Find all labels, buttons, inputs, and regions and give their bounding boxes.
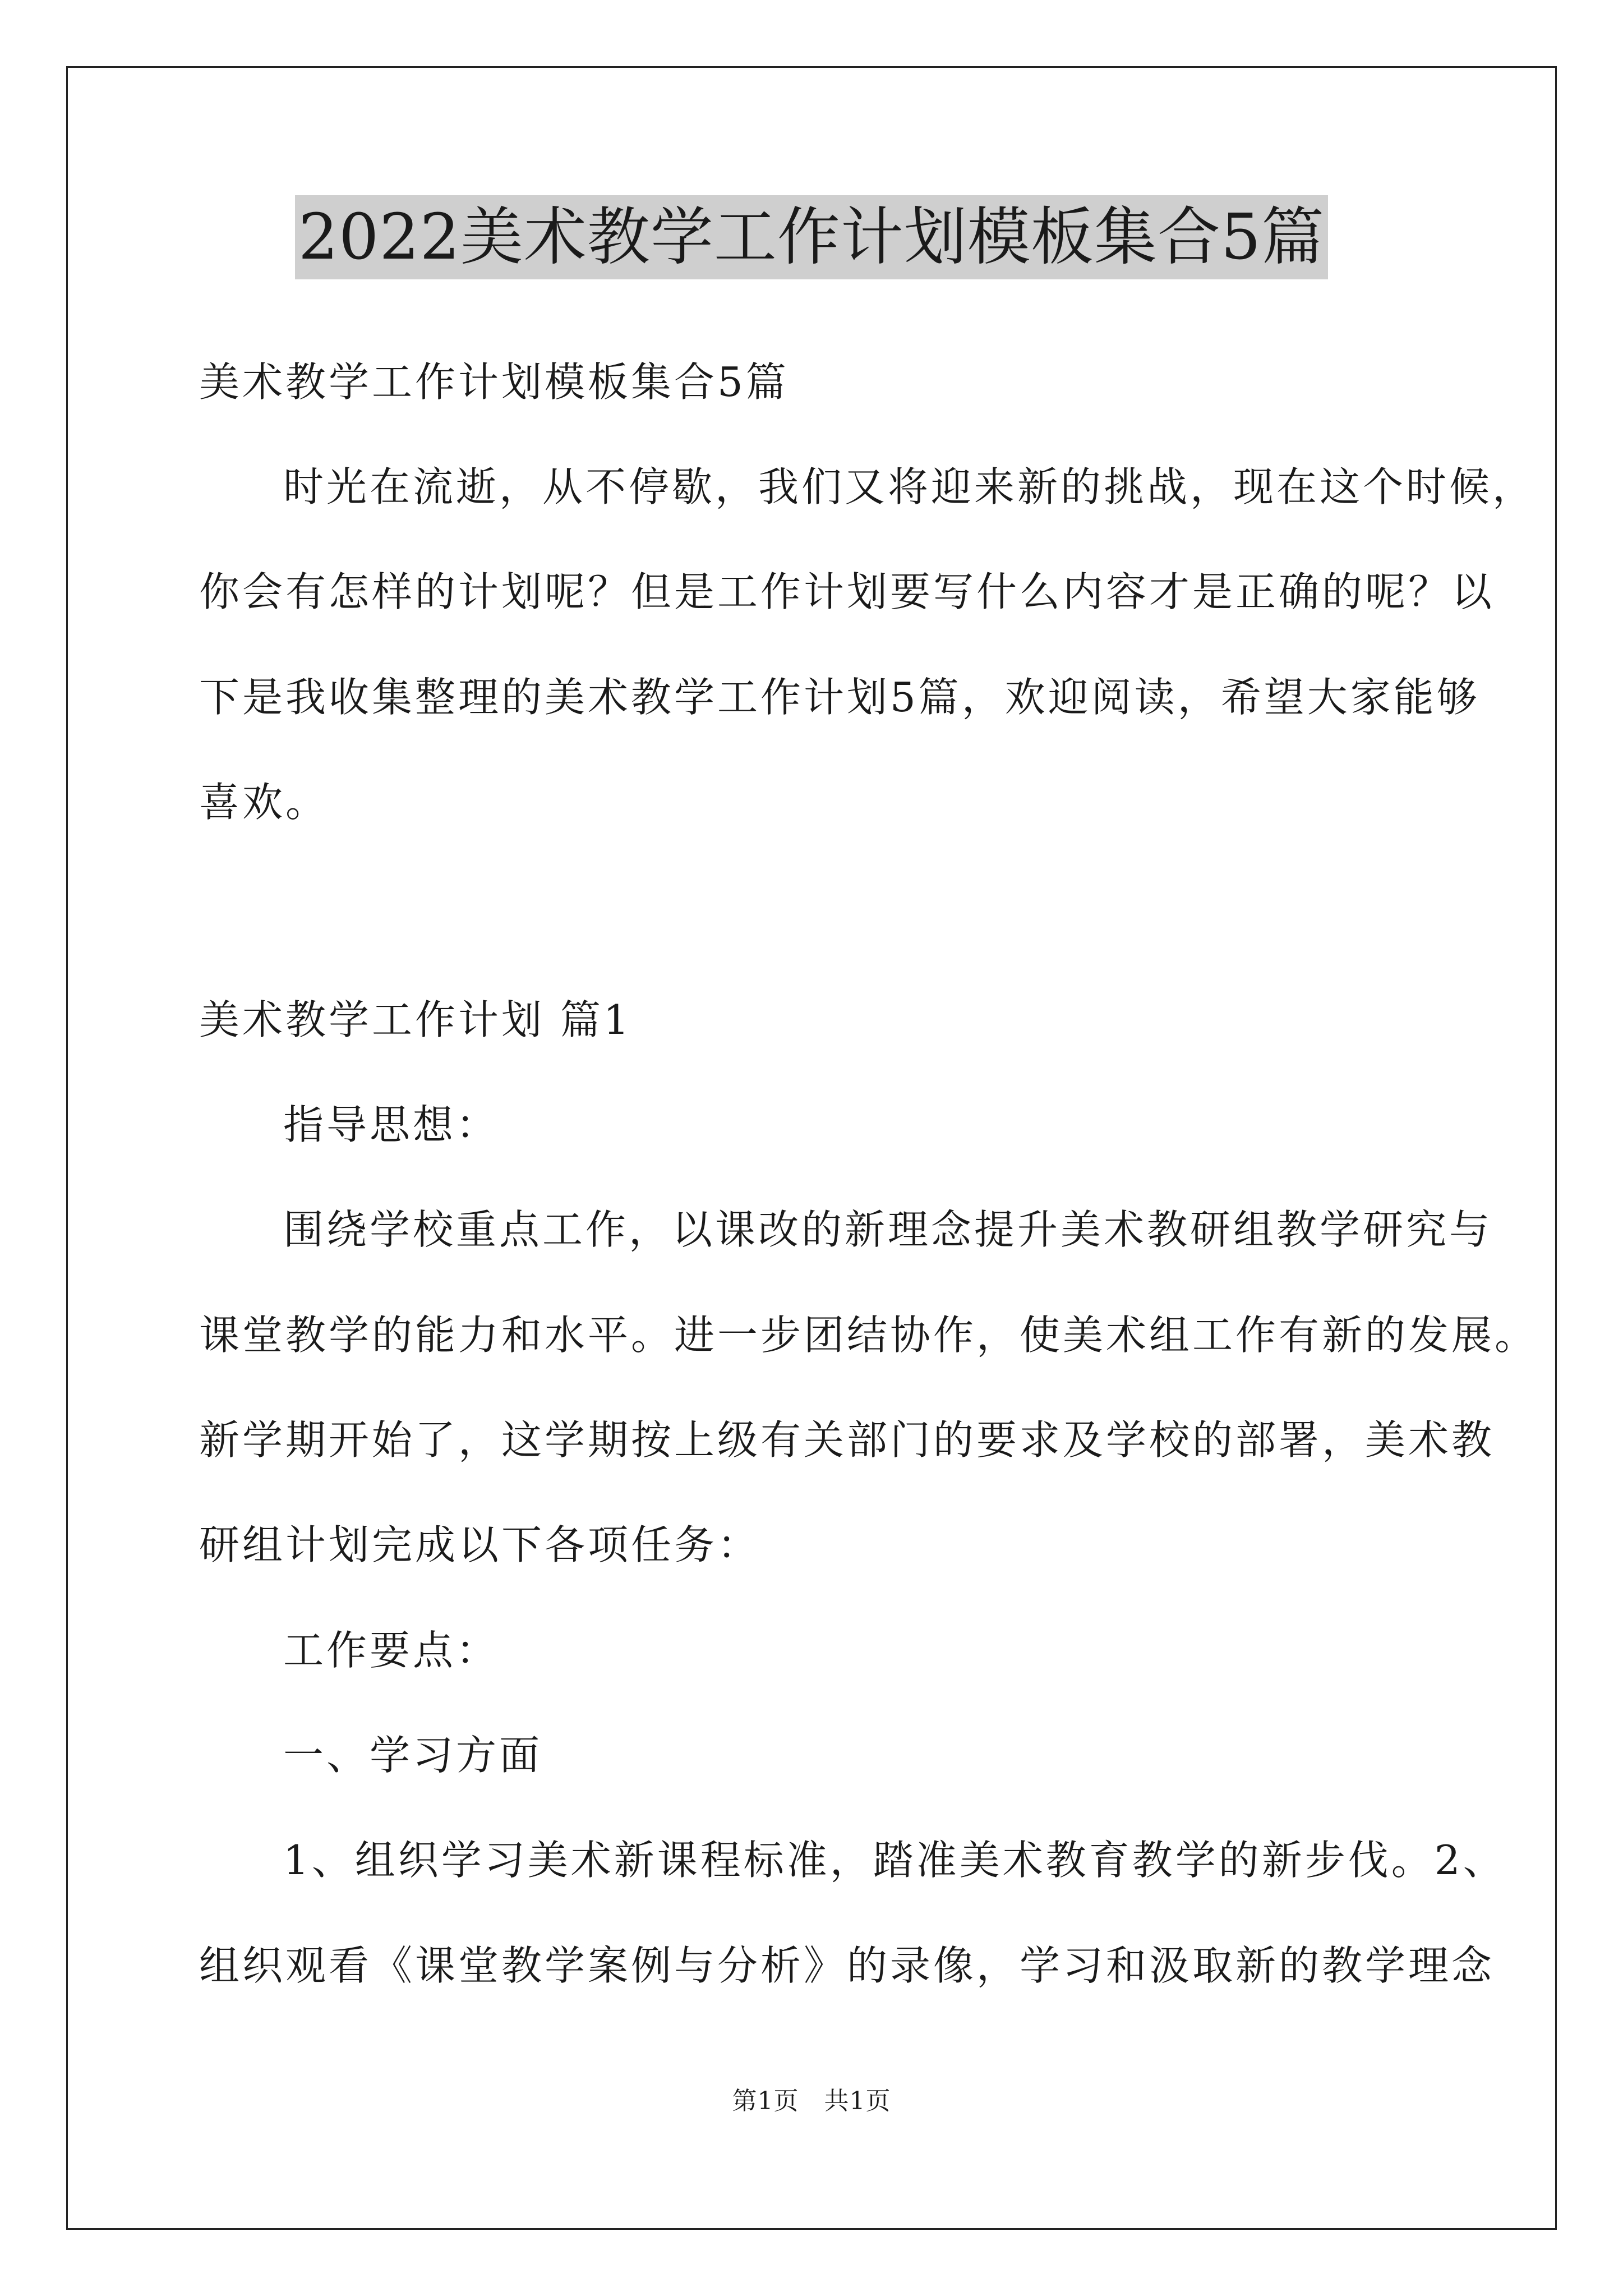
document-subtitle: 美术教学工作计划模板集合5篇 [199, 358, 789, 406]
study-heading: 一、学习方面 [283, 1732, 543, 1779]
guiding-line-2: 课堂教学的能力和水平。进一步团结协作，使美术组工作有新的发展。 [199, 1312, 1538, 1359]
guiding-label: 指导思想： [283, 1101, 500, 1148]
section-heading: 美术教学工作计划 篇1 [199, 996, 632, 1043]
intro-line-2: 你会有怎样的计划呢？但是工作计划要写什么内容才是正确的呢？以 [199, 568, 1495, 615]
page-footer: 第1页 共1页 [732, 2087, 891, 2115]
study-line-1: 1、组织学习美术新课程标准，踏准美术教育教学的新步伐。2、 [283, 1837, 1506, 1884]
intro-line-3: 下是我收集整理的美术教学工作计划5篇，欢迎阅读，希望大家能够 [199, 674, 1480, 721]
study-line-2: 组织观看《课堂教学案例与分析》的录像，学习和汲取新的教学理念 [199, 1942, 1495, 1989]
guiding-line-3: 新学期开始了，这学期按上级有关部门的要求及学校的部署，美术教 [199, 1416, 1495, 1464]
work-points-label: 工作要点： [283, 1627, 500, 1674]
guiding-line-4: 研组计划完成以下各项任务： [199, 1521, 761, 1568]
guiding-line-1: 围绕学校重点工作，以课改的新理念提升美术教研组教学研究与 [283, 1206, 1493, 1253]
document-title: 2022美术教学工作计划模板集合5篇 [295, 195, 1328, 279]
intro-line-4: 喜欢。 [199, 779, 329, 826]
title-container [0, 195, 1623, 279]
intro-line-1: 时光在流逝，从不停歇，我们又将迎来新的挑战，现在这个时候， [283, 463, 1536, 510]
